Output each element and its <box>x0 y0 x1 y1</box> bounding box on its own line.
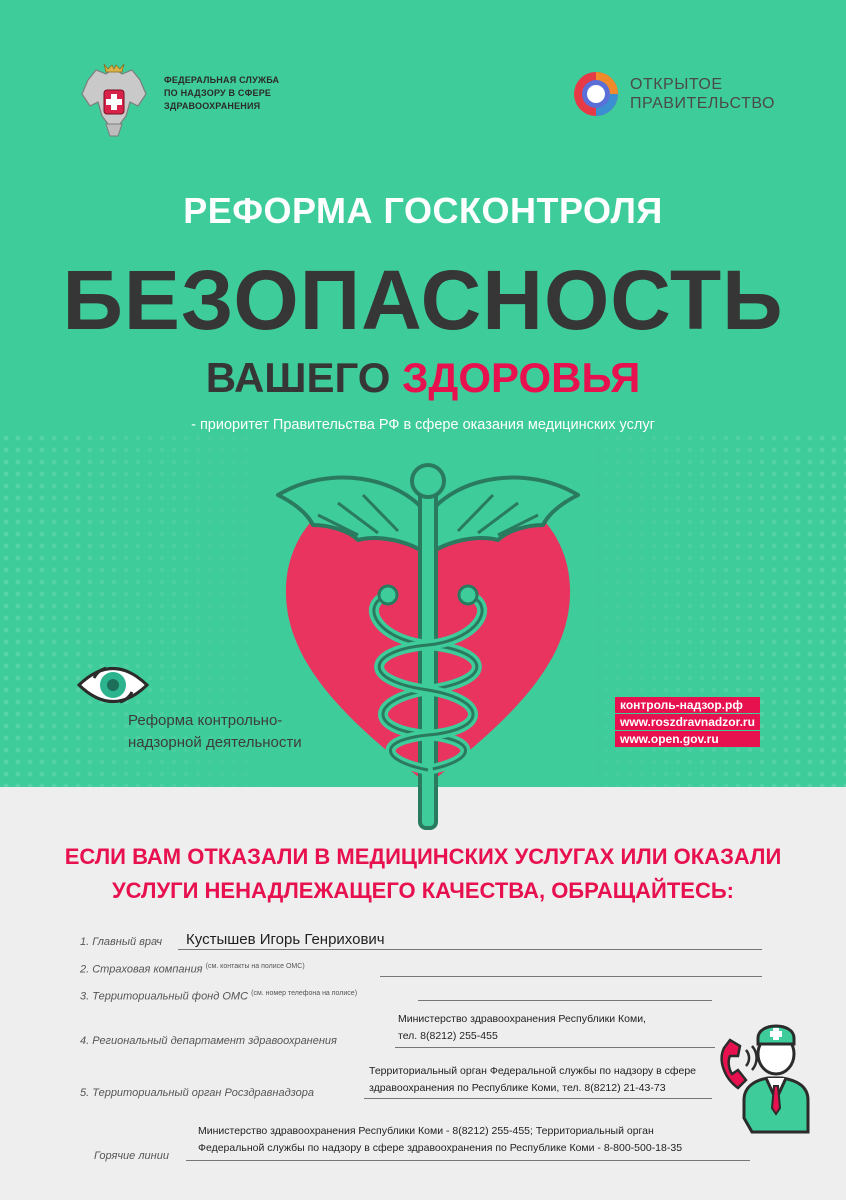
link-open-gov[interactable]: www.open.gov.ru <box>615 731 760 747</box>
reform-caption-line-2: надзорной деятельности <box>128 734 302 751</box>
row-4-value-line-1: Министерство здравоохранения Республики Коми, <box>398 1013 646 1025</box>
row-3-note: (см. номер телефона на полисе) <box>251 990 358 997</box>
gov-line-1: ОТКРЫТОЕ <box>630 76 723 93</box>
row-4-label: 4. Региональный департамент здравоохранения <box>80 1035 337 1047</box>
row-4-value <box>398 1011 646 1045</box>
row-2-label-text: 2. Страховая компания <box>80 963 203 976</box>
row-6-label: Горячие линии <box>94 1150 169 1162</box>
main-title: БЕЗОПАСНОСТЬ <box>62 253 784 347</box>
appeal-heading-line-1: ЕСЛИ ВАМ ОТКАЗАЛИ В МЕДИЦИНСКИХ УСЛУГАХ ИЛИ ОКАЗАЛИ <box>64 844 782 869</box>
links-block <box>615 697 760 748</box>
row-6-value-line-2: Федеральной службы по надзору в сфере здравоохранения по Республике Коми - 8-800-500-18-35 <box>198 1142 683 1154</box>
row-1-line <box>178 949 762 950</box>
row-5-label: 5. Территориальный орган Росздравнадзора <box>80 1087 314 1099</box>
row-3-label-text: 3. Территориальный фонд ОМС <box>80 990 249 1003</box>
row-1-label: 1. Главный врач <box>80 936 163 948</box>
gov-line-2: ПРАВИТЕЛЬСТВО <box>630 95 775 112</box>
row-3-label <box>80 990 357 1003</box>
row-6-value <box>198 1123 682 1157</box>
row-5-value <box>369 1063 696 1097</box>
row-6-value-line-1: Министерство здравоохранения Республики Коми - 8(8212) 255-455; Территориальный орган <box>198 1125 654 1137</box>
agency-line-2: ПО НАДЗОРУ В СФЕРЕ <box>164 88 272 98</box>
row-4-value-line-2: тел. 8(8212) 255-455 <box>398 1030 498 1042</box>
row-1-value: Кустышев Игорь Генрихович <box>186 931 385 948</box>
eye-refresh-icon <box>76 660 150 710</box>
row-6-line <box>186 1160 750 1161</box>
row-2-note: (см. контакты на полисе ОМС) <box>205 963 305 970</box>
row-5-value-line-2: здравоохранения по Республике Коми, тел. 8(8212) 21-43-73 <box>369 1082 666 1094</box>
row-3-line <box>418 1000 712 1001</box>
doctor-phone-icon <box>716 1008 836 1138</box>
link-roszdravnadzor[interactable]: www.roszdravnadzor.ru <box>615 714 760 730</box>
open-government-logo <box>572 70 802 120</box>
row-4-line <box>395 1047 715 1048</box>
row-2-line <box>380 976 762 977</box>
priority-text: - приоритет Правительства РФ в сфере оказания медицинских услуг <box>191 417 655 433</box>
heart-caduceus-illustration <box>258 455 598 835</box>
open-government-circle-icon <box>572 70 620 118</box>
subtitle <box>0 354 846 402</box>
appeal-heading <box>0 840 846 908</box>
row-5-line <box>364 1098 712 1099</box>
link-kontrol-nadzor[interactable]: контроль-надзор.рф <box>615 697 760 713</box>
double-headed-eagle-emblem <box>78 60 150 140</box>
appeal-heading-line-2: УСЛУГИ НЕНАДЛЕЖАЩЕГО КАЧЕСТВА, ОБРАЩАЙТЕСЬ: <box>111 878 734 903</box>
agency-line-3: ЗДРАВООХРАНЕНИЯ <box>164 101 261 111</box>
subtitle-dark-part: ВАШЕГО <box>205 354 391 401</box>
reform-title: РЕФОРМА ГОСКОНТРОЛЯ <box>183 190 663 231</box>
reform-caption-line-1: Реформа контрольно- <box>128 712 283 729</box>
subtitle-red-part: ЗДОРОВЬЯ <box>402 354 641 401</box>
row-5-value-line-1: Территориальный орган Федеральной службы по надзору в сфере <box>369 1065 696 1077</box>
agency-line-1: ФЕДЕРАЛЬНАЯ СЛУЖБА <box>164 75 280 85</box>
row-2-label <box>80 963 305 976</box>
